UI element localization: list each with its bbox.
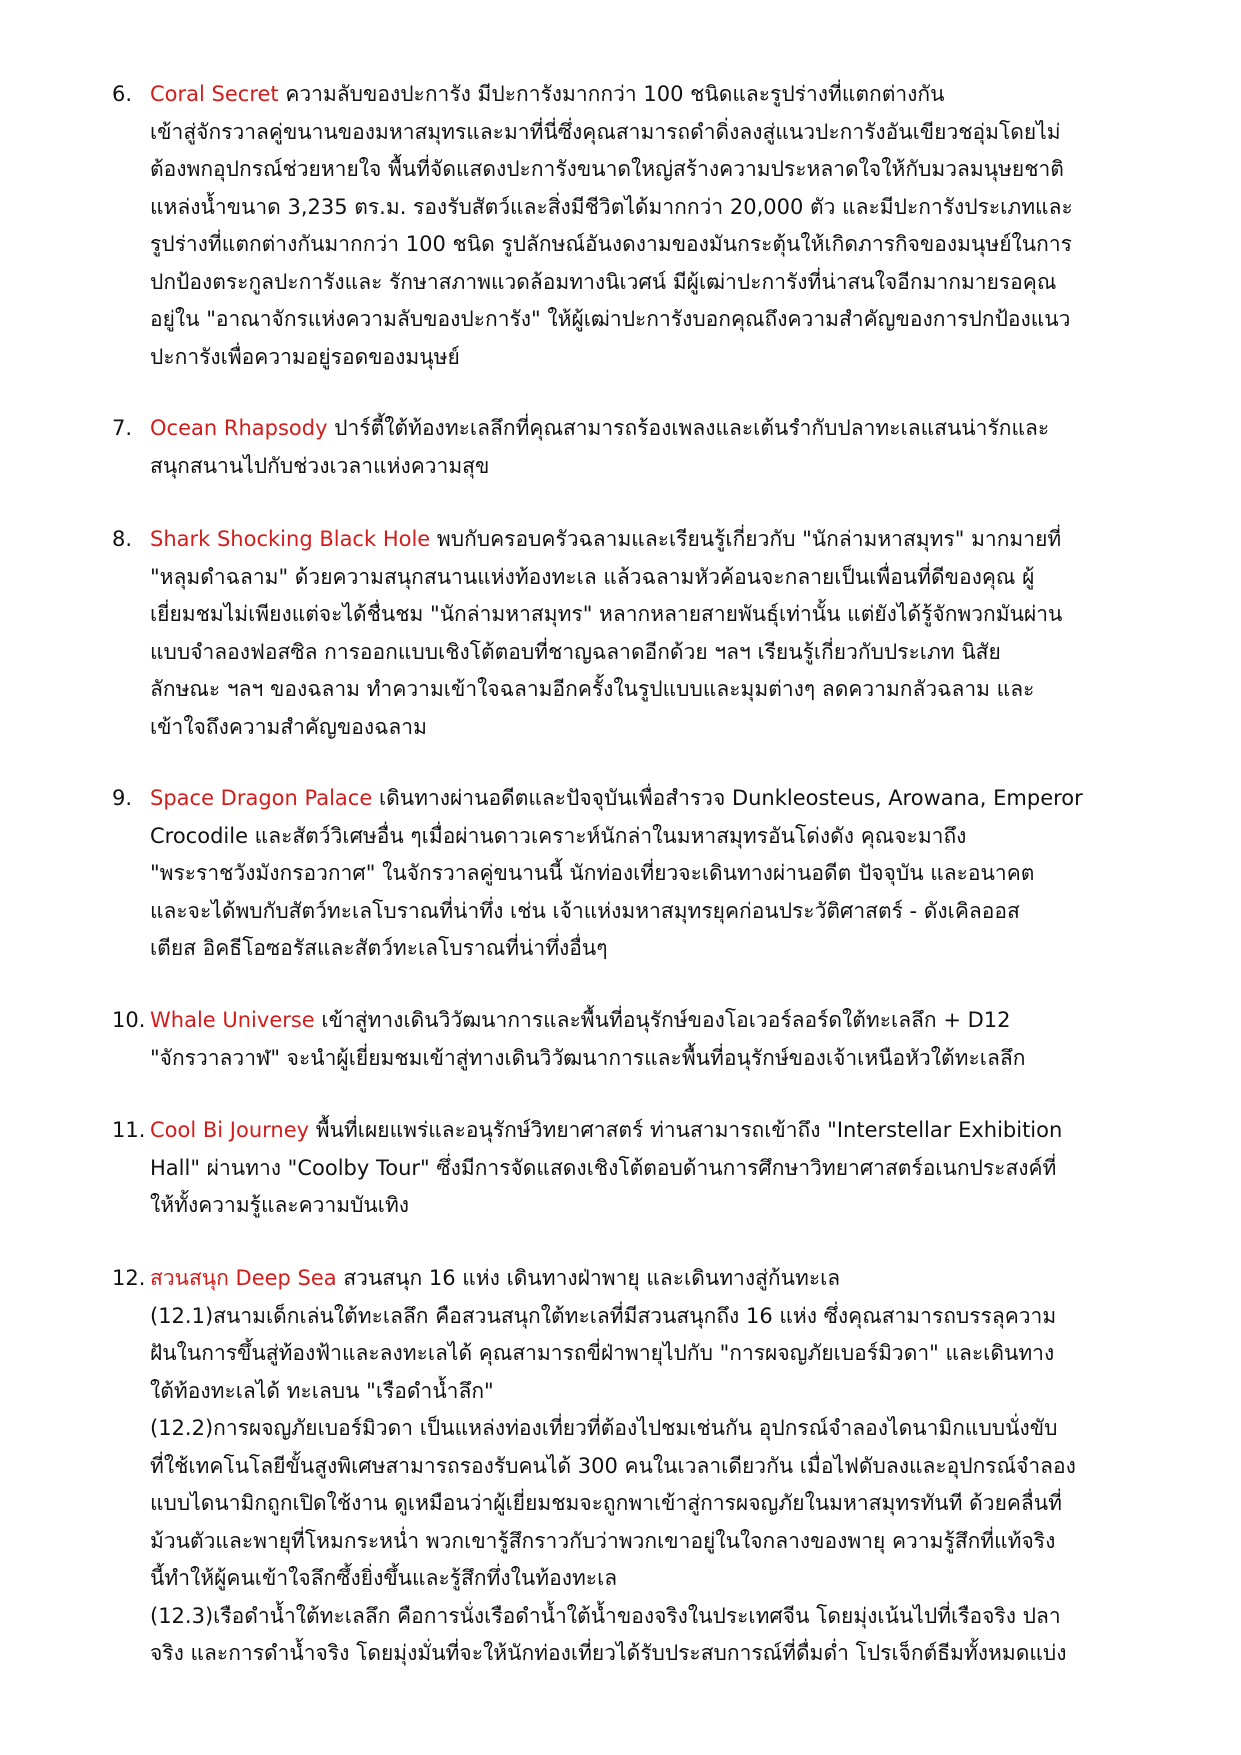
item-number: 11. [112,1118,146,1142]
item-line: ลักษณะ ฯลฯ ของฉลาม ทำความเข้าใจฉลามอีกครั้งในรูปแบบและมุมต่างๆ ลดความกลัวฉลาม และ [150,677,1035,701]
item-line: เตียส อิคธีโอซอรัสและสัตว์ทะเลโบราณที่น่าทึ่งอื่นๆ [150,936,608,960]
item-number: 10. [112,1008,146,1032]
item-line: ปกป้องตระกูลปะการังและ รักษาสภาพแวดล้อมทางนิเวศน์ มีผู้เฒ่าปะการังที่น่าสนใจอีกมากมายรอคุณ [150,269,1057,294]
item-title: Cool Bi Journey [150,1118,310,1142]
item-body [150,1002,1172,1077]
item-line: ต้องพกอุปกรณ์ช่วยหายใจ พื้นที่จัดแสดงปะการังขนาดใหญ่สร้างความประหลาดใจให้กับมวลมนุษยชาติ [150,157,1064,181]
item-line: Shark Shocking Black Hole พบกับครอบครัวฉลามและเรียนรู้เกี่ยวกับ "นักล่ามหาสมุทร" มากมายที่ [150,527,1062,551]
item-line: สวนสนุก Deep Sea สวนสนุก 16 แห่ง เดินทางฝ่าพายุ และเดินทางสู่ก้นทะเล [150,1266,841,1290]
item-line: สนุกสนานไปกับช่วงเวลาแห่งความสุข [150,453,490,478]
item-title: Space Dragon Palace [150,786,373,810]
list-item-10 [112,1002,1172,1077]
item-line: เข้าสู่จักรวาลคู่ขนานของมหาสมุทรและมาที่นี่ซึ่งคุณสามารถดำดิ่งลงสู่แนวปะการังอันเขียวชอุ่มโดยไม่ [150,119,1061,144]
item-line: "จักรวาลวาฬ" จะนำผู้เยี่ยมชมเข้าสู่ทางเดินวิวัฒนาการและพื้นที่อนุรักษ์ของเจ้าเหนือหัวใต้ทะเลลึก [150,1045,1026,1070]
item-line: และจะได้พบกับสัตว์ทะเลโบราณที่น่าทึ่ง เช่น เจ้าแห่งมหาสมุทรยุคก่อนประวัติศาสตร์ - ดังเคิลออส [150,898,1020,923]
item-line: อยู่ใน "อาณาจักรแห่งความลับของปะการัง" ให้ผู้เฒ่าปะการังบอกคุณถึงความสำคัญของการปกป้องแนว [150,307,1071,331]
item-line: (12.2)การผจญภัยเบอร์มิวดา เป็นแหล่งท่องเที่ยวที่ต้องไปชมเช่นกัน อุปกรณ์จำลองไดนามิกแบบนั่งขับ [150,1416,1058,1440]
list-item-11 [112,1112,1172,1225]
item-line: Space Dragon Palace เดินทางผ่านอดีตและปัจจุบันเพื่อสำรวจ Dunkleosteus, Arowana, Emperor [150,786,1083,810]
item-body [150,410,1172,485]
item-line: Whale Universe เข้าสู่ทางเดินวิวัฒนาการและพื้นที่อนุรักษ์ของโอเวอร์ลอร์ดใต้ทะเลลึก + D12 [150,1008,1011,1032]
item-number: 7. [112,416,133,440]
item-title: Ocean Rhapsody [150,416,328,440]
item-line: Coral Secret ความลับของปะการัง มีปะการังมากกว่า 100 ชนิดและรูปร่างที่แตกต่างกัน [150,82,945,106]
item-body [150,1112,1172,1225]
item-line: ให้ทั้งความรู้และความบันเทิง [150,1193,410,1217]
item-line: Crocodile และสัตว์วิเศษอื่น ๆเมื่อผ่านดาวเคราะห์นักล่าในมหาสมุทรอันโด่งดัง คุณจะมาถึง [150,823,967,848]
item-line: ปะการังเพื่อความอยู่รอดของมนุษย์ [150,344,460,369]
item-title: Whale Universe [150,1008,315,1032]
item-line: "พระราชวังมังกรอวกาศ" ในจักรวาลคู่ขนานนี้ นักท่องเที่ยวจะเดินทางผ่านอดีต ปัจจุบัน และอนาคต [150,861,1035,885]
item-line: ฝันในการขึ้นสู่ท้องฟ้าและลงทะเลได้ คุณสามารถขี่ฝ่าพายุไปกับ "การผจญภัยเบอร์มิวดา" และเดินทาง [150,1341,1055,1365]
item-line: จริง และการดำน้ำจริง โดยมุ่งมั่นที่จะให้นักท่องเที่ยวได้รับประสบการณ์ที่ดื่มด่ำ โปรเจ็กต์ธีมทั้งหมดแบ่ง [150,1641,1067,1665]
item-number: 12. [112,1266,146,1290]
item-line: ม้วนตัวและพายุที่โหมกระหน่ำ พวกเขารู้สึกราวกับว่าพวกเขาอยู่ในใจกลางของพายุ ความรู้สึกที่แท้จริง [150,1528,1056,1553]
item-number: 6. [112,82,133,106]
item-title: Coral Secret [150,82,279,106]
item-number: 8. [112,527,133,551]
item-line: (12.1)สนามเด็กเล่นใต้ทะเลลึก คือสวนสนุกใต้ทะเลที่มีสวนสนุกถึง 16 แห่ง ซึ่งคุณสามารถบรรลุความ [150,1303,1057,1328]
item-line: แบบไดนามิกถูกเปิดใช้งาน ดูเหมือนว่าผู้เยี่ยมชมจะถูกพาเข้าสู่การผจญภัยในมหาสมุทรทันที ด้วยคลื่นที่ [150,1491,1063,1515]
list-item-9 [112,780,1172,968]
item-line: แหล่งน้ำขนาด 3,235 ตร.ม. รองรับสัตว์และสิ่งมีชีวิตได้มากกว่า 20,000 ตัว และมีปะการังประเภทและ [150,194,1073,219]
item-line: เข้าใจถึงความสำคัญของฉลาม [150,714,427,739]
item-title: สวนสนุก Deep Sea [150,1266,337,1290]
list-item-8 [112,521,1172,746]
item-body [150,1260,1172,1673]
item-line: รูปร่างที่แตกต่างกันมากกว่า 100 ชนิด รูปลักษณ์อันงดงามของมันกระตุ้นให้เกิดภารกิจของมนุษย์ในการ [150,232,1072,256]
item-number: 9. [112,786,133,810]
item-line: ใต้ท้องทะเลได้ ทะเลบน "เรือดำน้ำลึก" [150,1378,494,1403]
item-body [150,521,1172,746]
list-item-12 [112,1260,1172,1673]
item-line: Hall" ผ่านทาง "Coolby Tour" ซึ่งมีการจัดแสดงเชิงโต้ตอบด้านการศึกษาวิทยาศาสตร์อเนกประสงค์ที่ [150,1155,1057,1180]
item-line: "หลุมดำฉลาม" ด้วยความสนุกสนานแห่งท้องทะเล แล้วฉลามหัวค้อนจะกลายเป็นเพื่อนที่ดีของคุณ ผู้ [150,564,1035,589]
item-body [150,76,1172,376]
item-line: นี้ทำให้ผู้คนเข้าใจลึกซึ้งยิ่งขึ้นและรู้สึกทึ่งในท้องทะเล [150,1566,618,1590]
item-line: Cool Bi Journey พื้นที่เผยแพร่และอนุรักษ์วิทยาศาสตร์ ท่านสามารถเข้าถึง "Interstellar Exhibition [150,1118,1063,1142]
item-line: Ocean Rhapsody ปาร์ตี้ใต้ท้องทะเลลึกที่คุณสามารถร้องเพลงและเต้นรำกับปลาทะเลแสนน่ารักและ [150,416,1050,440]
item-line: แบบจำลองฟอสซิล การออกแบบเชิงโต้ตอบที่ชาญฉลาดอีกด้วย ฯลฯ เรียนรู้เกี่ยวกับประเภท นิสัย [150,639,1001,664]
item-body [150,780,1172,968]
item-line: ที่ใช้เทคโนโลยีขั้นสูงพิเศษสามารถรองรับคนได้ 300 คนในเวลาเดียวกัน เมื่อไฟดับลงและอุปกรณ์จำลอง [150,1453,1076,1478]
list-item-6 [112,76,1172,376]
item-title: Shark Shocking Black Hole [150,527,431,551]
item-line: (12.3)เรือดำน้ำใต้ทะเลลึก คือการนั่งเรือดำน้ำใต้น้ำของจริงในประเทศจีน โดยมุ่งเน้นไปที่เรือจริง ปลา [150,1603,1061,1628]
item-line: เยี่ยมชมไม่เพียงแต่จะได้ชื่นชม "นักล่ามหาสมุทร" หลากหลายสายพันธุ์เท่านั้น แต่ยังได้รู้จักพวกมันผ่าน [150,602,1063,626]
list-item-7 [112,410,1172,485]
